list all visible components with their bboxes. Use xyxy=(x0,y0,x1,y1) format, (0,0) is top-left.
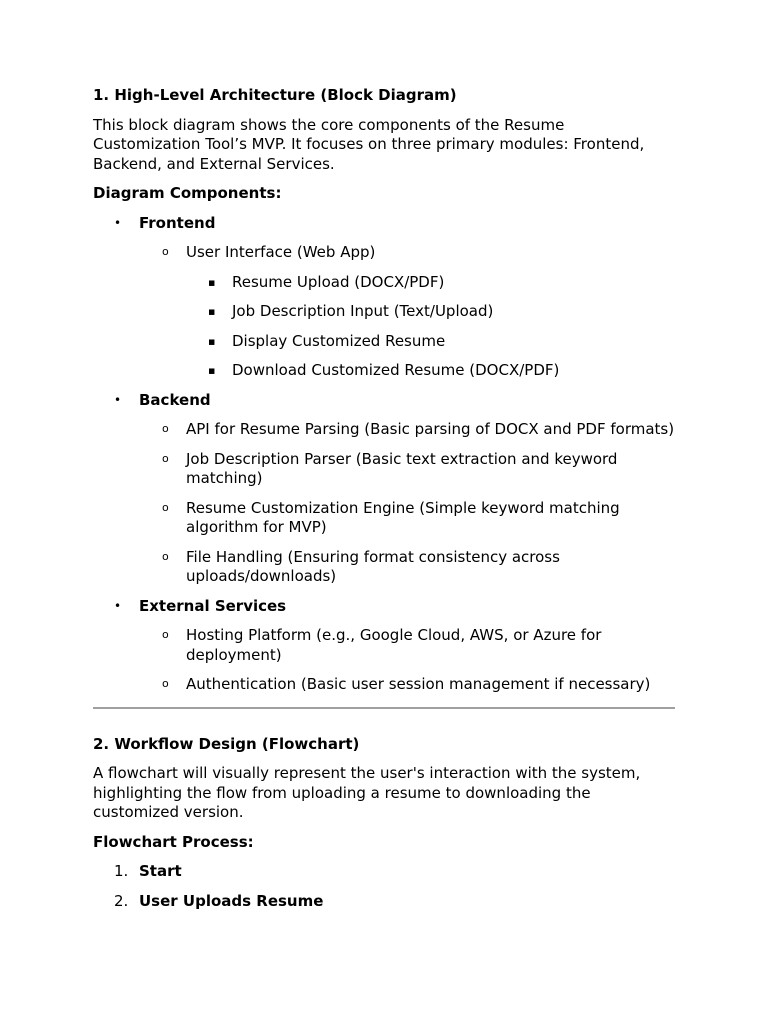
flowchart-step-2 xyxy=(93,892,675,912)
item-text: Display Customized Resume xyxy=(232,331,446,350)
backend-item-1 xyxy=(93,450,675,489)
circle-marker: o xyxy=(162,422,169,435)
section-2-heading: 2. Workflow Design (Flowchart) xyxy=(93,734,360,753)
square-marker: ▪ xyxy=(208,364,216,377)
bullet-marker: • xyxy=(114,392,122,407)
bullet-external-services xyxy=(93,597,675,617)
item-text: Authentication (Basic user session management if necessary) xyxy=(186,675,651,693)
step-number: 1. xyxy=(114,862,129,880)
item-text: Download Customized Resume (DOCX/PDF) xyxy=(232,361,560,379)
square-marker: ▪ xyxy=(208,305,216,318)
frontend-item-3 xyxy=(93,361,675,381)
item-text: Job Description Parser (Basic text extraction and keyword matching) xyxy=(186,449,618,487)
bullet-label: Backend xyxy=(139,390,211,409)
external-item-0 xyxy=(93,626,675,665)
frontend-item-0 xyxy=(93,273,675,293)
circle-marker: o xyxy=(162,451,169,465)
section-1-intro: This block diagram shows the core components of the Resume Customization Tool’s MVP. It focuses on three primary modules: Frontend, Backend, and External Services. xyxy=(93,115,645,173)
step-label: Start xyxy=(139,862,182,880)
bullet-marker: • xyxy=(114,598,122,613)
section-divider xyxy=(93,707,675,709)
backend-item-2 xyxy=(93,499,675,538)
frontend-item-1 xyxy=(93,302,675,322)
step-number: 2. xyxy=(114,891,129,910)
square-marker: ▪ xyxy=(208,275,216,289)
square-marker: ▪ xyxy=(208,334,216,348)
item-text: File Handling (Ensuring format consistency across uploads/downloads) xyxy=(186,547,560,585)
bullet-backend xyxy=(93,391,675,411)
circle-marker: o xyxy=(162,628,169,641)
sub-item-text: User Interface (Web App) xyxy=(186,243,376,261)
external-item-1 xyxy=(93,675,675,695)
frontend-sub-item xyxy=(93,243,675,263)
bullet-label: External Services xyxy=(139,596,287,615)
flowchart-process-heading: Flowchart Process: xyxy=(93,832,254,851)
backend-item-0 xyxy=(93,420,675,440)
circle-marker: o xyxy=(162,245,169,258)
item-text: Hosting Platform (e.g., Google Cloud, AWS, or Azure for deployment) xyxy=(186,626,602,664)
backend-item-3 xyxy=(93,548,675,587)
step-label: User Uploads Resume xyxy=(139,891,324,910)
bullet-label: Frontend xyxy=(139,213,216,232)
diagram-components-heading: Diagram Components: xyxy=(93,184,282,202)
circle-marker: o xyxy=(162,677,169,690)
section-2-intro: A flowchart will visually represent the user's interaction with the system, highlighting the flow from uploading a resume to downloading the customized version. xyxy=(93,764,641,821)
document-page xyxy=(93,86,675,911)
frontend-item-2 xyxy=(93,332,675,352)
circle-marker: o xyxy=(162,500,169,514)
bullet-marker: • xyxy=(114,215,122,230)
item-text: Job Description Input (Text/Upload) xyxy=(232,302,494,320)
flowchart-step-1 xyxy=(93,862,675,882)
item-text: Resume Upload (DOCX/PDF) xyxy=(232,272,445,291)
circle-marker: o xyxy=(162,549,169,563)
bullet-frontend xyxy=(93,214,675,234)
section-1-heading: 1. High-Level Architecture (Block Diagram) xyxy=(93,86,457,104)
item-text: Resume Customization Engine (Simple keyword matching algorithm for MVP) xyxy=(186,498,620,536)
item-text: API for Resume Parsing (Basic parsing of DOCX and PDF formats) xyxy=(186,420,675,438)
